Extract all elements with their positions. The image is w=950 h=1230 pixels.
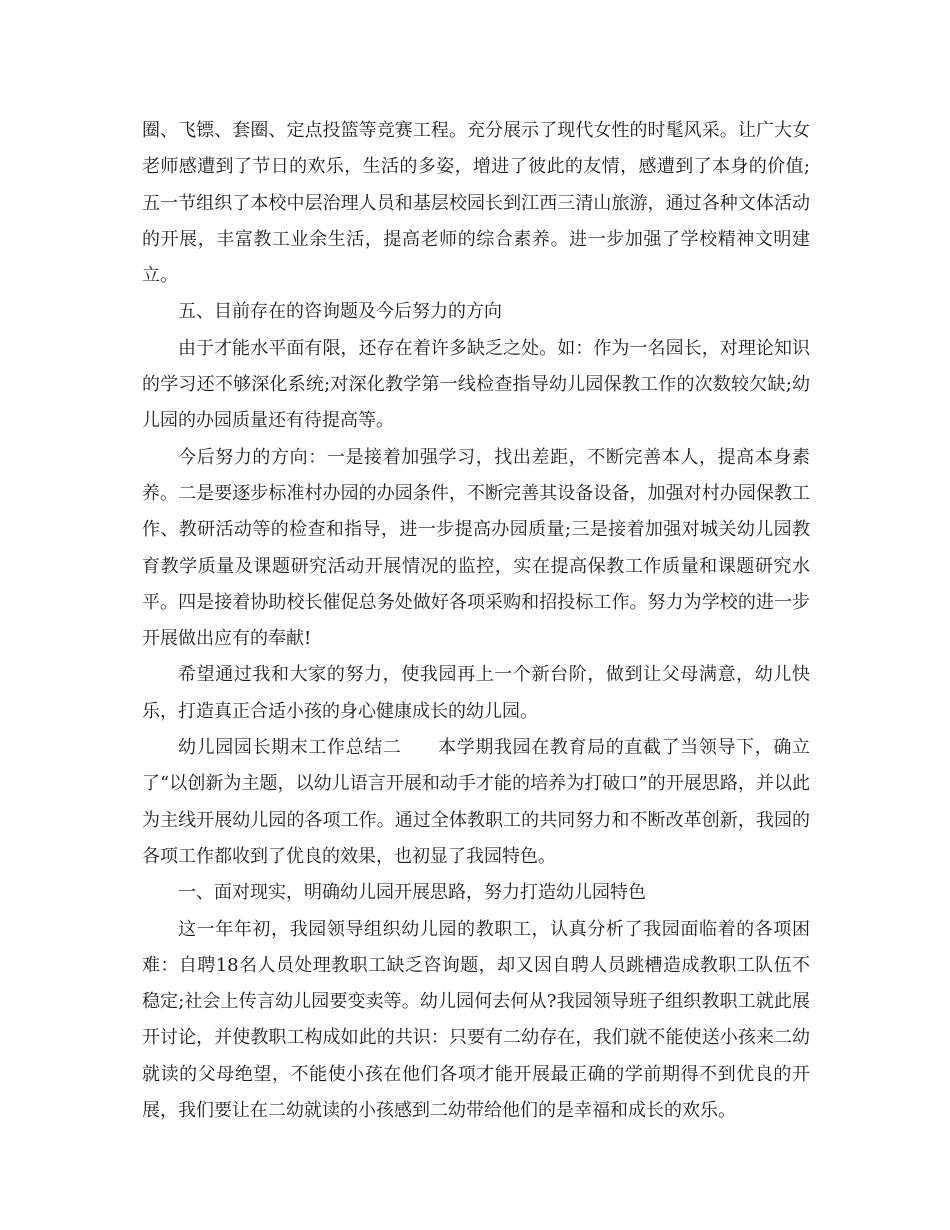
section-heading-one: 一、面对现实，明确幼儿园开展思路，努力打造幼儿园特色 [178, 882, 646, 904]
summary-two-title: 幼儿园园长期末工作总结二 [178, 737, 402, 759]
paragraph-continued: 圈、飞镖、套圈、定点投篮等竞赛工程。充分展示了现代女性的时髦风采。让广大女老师感遭到了节日的欢乐，生活的多姿，增进了彼此的友情，感遭到了本身的价值;五一节组织了本校中层治理人员和基层校园长到江西三清山旅游，通过各种文体活动的开展，丰富教工业余生活，提高老师的综合素养。进一步加强了学校精神文明建立。 [142, 120, 810, 287]
paragraph-hope: 希望通过我和大家的努力，使我园再上一个新台阶，做到让父母满意，幼儿快乐，打造真正合适小孩的身心健康成长的幼儿园。 [142, 664, 810, 722]
summary-two-body: 本学期我园在教育局的直截了当领导下，确立了“以创新为主题，以幼儿语言开展和动手才能的培养为打破口”的开展思路，并以此为主线开展幼儿园的各项工作。通过全体教职工的共同努力和不断改革创新，我园的各项工作都收到了优良的效果，也初显了我园特色。 [142, 737, 810, 867]
document-body [142, 113, 810, 1129]
paragraph-summary-two [142, 730, 810, 875]
paragraph-future-directions: 今后努力的方向：一是接着加强学习，找出差距，不断完善本人，提高本身素养。二是要逐步标准村办园的办园条件，不断完善其设备设备，加强对村办园保教工作、教研活动等的检查和指导，进一步提高办园质量;三是接着加强对城关幼儿园教育教学质量及课题研究活动开展情况的监控，实在提高保教工作质量和课题研究水平。四是接着协助校长催促总务处做好各项采购和招投标工作。努力为学校的进一步开展做出应有的奉献! [142, 446, 810, 650]
paragraph-start-of-year: 这一年年初，我园领导组织幼儿园的教职工，认真分析了我园面临着的各项困难：自聘18名人员处理教职工缺乏咨询题，却又因自聘人员跳槽造成教职工队伍不稳定;社会上传言幼儿园要变卖等。幼儿园何去何从?我园领导班子组织教职工就此展开讨论，并使教职工构成如此的共识：只要有二幼存在，我们就不能使送小孩来二幼就读的父母绝望，不能使小孩在他们各项才能开展最正确的学前期得不到优良的开展，我们要让在二幼就读的小孩感到二幼带给他们的是幸福和成长的欢乐。 [142, 918, 810, 1122]
paragraph-shortcomings: 由于才能水平面有限，还存在着许多缺乏之处。如：作为一名园长，对理论知识的学习还不够深化系统;对深化教学第一线检查指导幼儿园保教工作的次数较欠缺;幼儿园的办园质量还有待提高等。 [142, 337, 810, 432]
section-heading-five: 五、目前存在的咨询题及今后努力的方向 [178, 301, 502, 323]
